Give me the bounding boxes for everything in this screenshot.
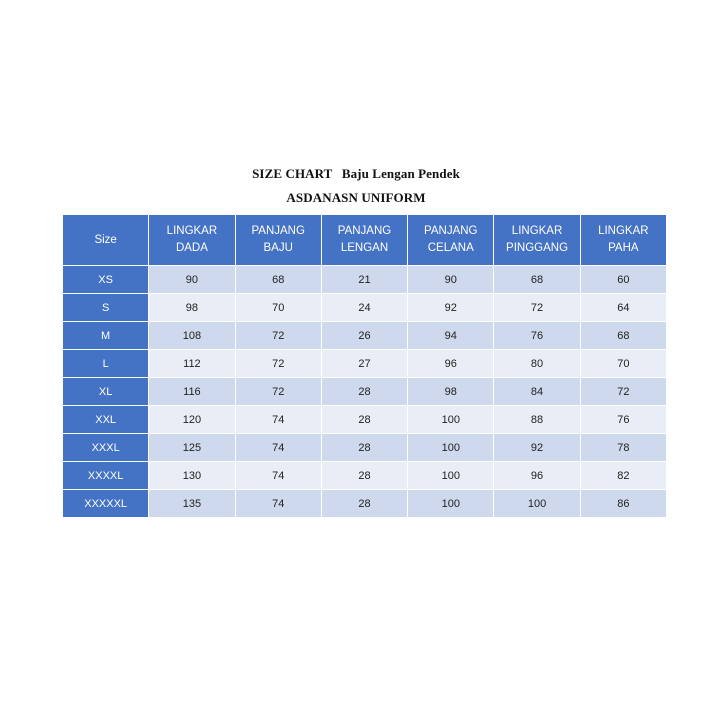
column-header-line2: DADA bbox=[175, 242, 208, 254]
column-header-line1: PANJANG bbox=[337, 225, 392, 237]
size-label-cell: S bbox=[63, 294, 149, 322]
measurement-cell: 84 bbox=[494, 378, 580, 406]
column-header-line2: LENGAN bbox=[340, 242, 389, 254]
column-header-line1: Size bbox=[94, 233, 117, 246]
size-label-cell: XXL bbox=[63, 406, 149, 434]
column-header-line1: PANJANG bbox=[424, 225, 478, 237]
measurement-cell: 108 bbox=[149, 322, 235, 350]
chart-title-main: SIZE CHART bbox=[252, 166, 333, 181]
measurement-cell: 24 bbox=[321, 294, 407, 322]
measurement-cell: 68 bbox=[580, 322, 666, 350]
column-header-3 bbox=[321, 215, 407, 266]
size-label-cell: XXXL bbox=[63, 434, 149, 462]
column-header-5 bbox=[494, 215, 580, 266]
measurement-cell: 74 bbox=[235, 462, 321, 490]
measurement-cell: 88 bbox=[494, 406, 580, 434]
measurement-cell: 74 bbox=[235, 490, 321, 518]
chart-title-product: Baju Lengan Pendek bbox=[341, 166, 460, 181]
table-row bbox=[63, 490, 667, 518]
measurement-cell: 72 bbox=[235, 322, 321, 350]
table-row bbox=[63, 350, 667, 378]
chart-title bbox=[0, 166, 712, 182]
measurement-cell: 60 bbox=[580, 266, 666, 294]
measurement-cell: 80 bbox=[494, 350, 580, 378]
measurement-cell: 28 bbox=[321, 378, 407, 406]
column-header-line2: BAJU bbox=[263, 242, 293, 254]
measurement-cell: 90 bbox=[149, 266, 235, 294]
measurement-cell: 76 bbox=[494, 322, 580, 350]
column-header-line1: LINGKAR bbox=[598, 225, 649, 237]
size-label-cell: XXXXXL bbox=[63, 490, 149, 518]
measurement-cell: 116 bbox=[149, 378, 235, 406]
measurement-cell: 72 bbox=[494, 294, 580, 322]
measurement-cell: 86 bbox=[580, 490, 666, 518]
measurement-cell: 70 bbox=[580, 350, 666, 378]
measurement-cell: 82 bbox=[580, 462, 666, 490]
column-header-2 bbox=[235, 215, 321, 266]
measurement-cell: 68 bbox=[494, 266, 580, 294]
measurement-cell: 28 bbox=[321, 462, 407, 490]
measurement-cell: 74 bbox=[235, 406, 321, 434]
measurement-cell: 26 bbox=[321, 322, 407, 350]
measurement-cell: 64 bbox=[580, 294, 666, 322]
measurement-cell: 78 bbox=[580, 434, 666, 462]
measurement-cell: 90 bbox=[408, 266, 494, 294]
measurement-cell: 125 bbox=[149, 434, 235, 462]
measurement-cell: 72 bbox=[580, 378, 666, 406]
measurement-cell: 96 bbox=[408, 350, 494, 378]
measurement-cell: 98 bbox=[149, 294, 235, 322]
column-header-line2: CELANA bbox=[427, 242, 474, 254]
table-row bbox=[63, 378, 667, 406]
chart-subtitle: ASDANASN UNIFORM bbox=[286, 190, 426, 205]
measurement-cell: 100 bbox=[494, 490, 580, 518]
measurement-cell: 135 bbox=[149, 490, 235, 518]
measurement-cell: 27 bbox=[321, 350, 407, 378]
measurement-cell: 100 bbox=[408, 490, 494, 518]
measurement-cell: 28 bbox=[321, 434, 407, 462]
measurement-cell: 92 bbox=[408, 294, 494, 322]
measurement-cell: 100 bbox=[408, 434, 494, 462]
measurement-cell: 72 bbox=[235, 350, 321, 378]
measurement-cell: 94 bbox=[408, 322, 494, 350]
column-header-line1: PANJANG bbox=[251, 225, 305, 237]
measurement-cell: 28 bbox=[321, 490, 407, 518]
measurement-cell: 28 bbox=[321, 406, 407, 434]
measurement-cell: 76 bbox=[580, 406, 666, 434]
size-label-cell: XXXXL bbox=[63, 462, 149, 490]
measurement-cell: 68 bbox=[235, 266, 321, 294]
column-header-1 bbox=[149, 215, 235, 266]
measurement-cell: 21 bbox=[321, 266, 407, 294]
measurement-cell: 74 bbox=[235, 434, 321, 462]
measurement-cell: 96 bbox=[494, 462, 580, 490]
column-header-line1: LINGKAR bbox=[511, 225, 563, 237]
column-header-4 bbox=[408, 215, 494, 266]
header-row bbox=[63, 215, 667, 266]
table-row bbox=[63, 434, 667, 462]
measurement-cell: 98 bbox=[408, 378, 494, 406]
column-header-line2: PINGGANG bbox=[506, 242, 569, 254]
table-row bbox=[63, 462, 667, 490]
table-row bbox=[63, 322, 667, 350]
column-header-line1: LINGKAR bbox=[166, 225, 218, 237]
measurement-cell: 100 bbox=[408, 406, 494, 434]
measurement-cell: 100 bbox=[408, 462, 494, 490]
measurement-cell: 112 bbox=[149, 350, 235, 378]
table-row bbox=[63, 266, 667, 294]
column-header-line2: PAHA bbox=[608, 242, 639, 254]
table-row bbox=[63, 294, 667, 322]
measurement-cell: 130 bbox=[149, 462, 235, 490]
column-header-0 bbox=[63, 215, 149, 266]
size-label-cell: XL bbox=[63, 378, 149, 406]
measurement-cell: 72 bbox=[235, 378, 321, 406]
column-header-6 bbox=[580, 215, 666, 266]
table-body bbox=[63, 266, 667, 518]
size-label-cell: M bbox=[63, 322, 149, 350]
size-chart-table bbox=[62, 214, 667, 518]
size-label-cell: XS bbox=[63, 266, 149, 294]
size-label-cell: L bbox=[63, 350, 149, 378]
measurement-cell: 70 bbox=[235, 294, 321, 322]
table-row bbox=[63, 406, 667, 434]
measurement-cell: 92 bbox=[494, 434, 580, 462]
measurement-cell: 120 bbox=[149, 406, 235, 434]
